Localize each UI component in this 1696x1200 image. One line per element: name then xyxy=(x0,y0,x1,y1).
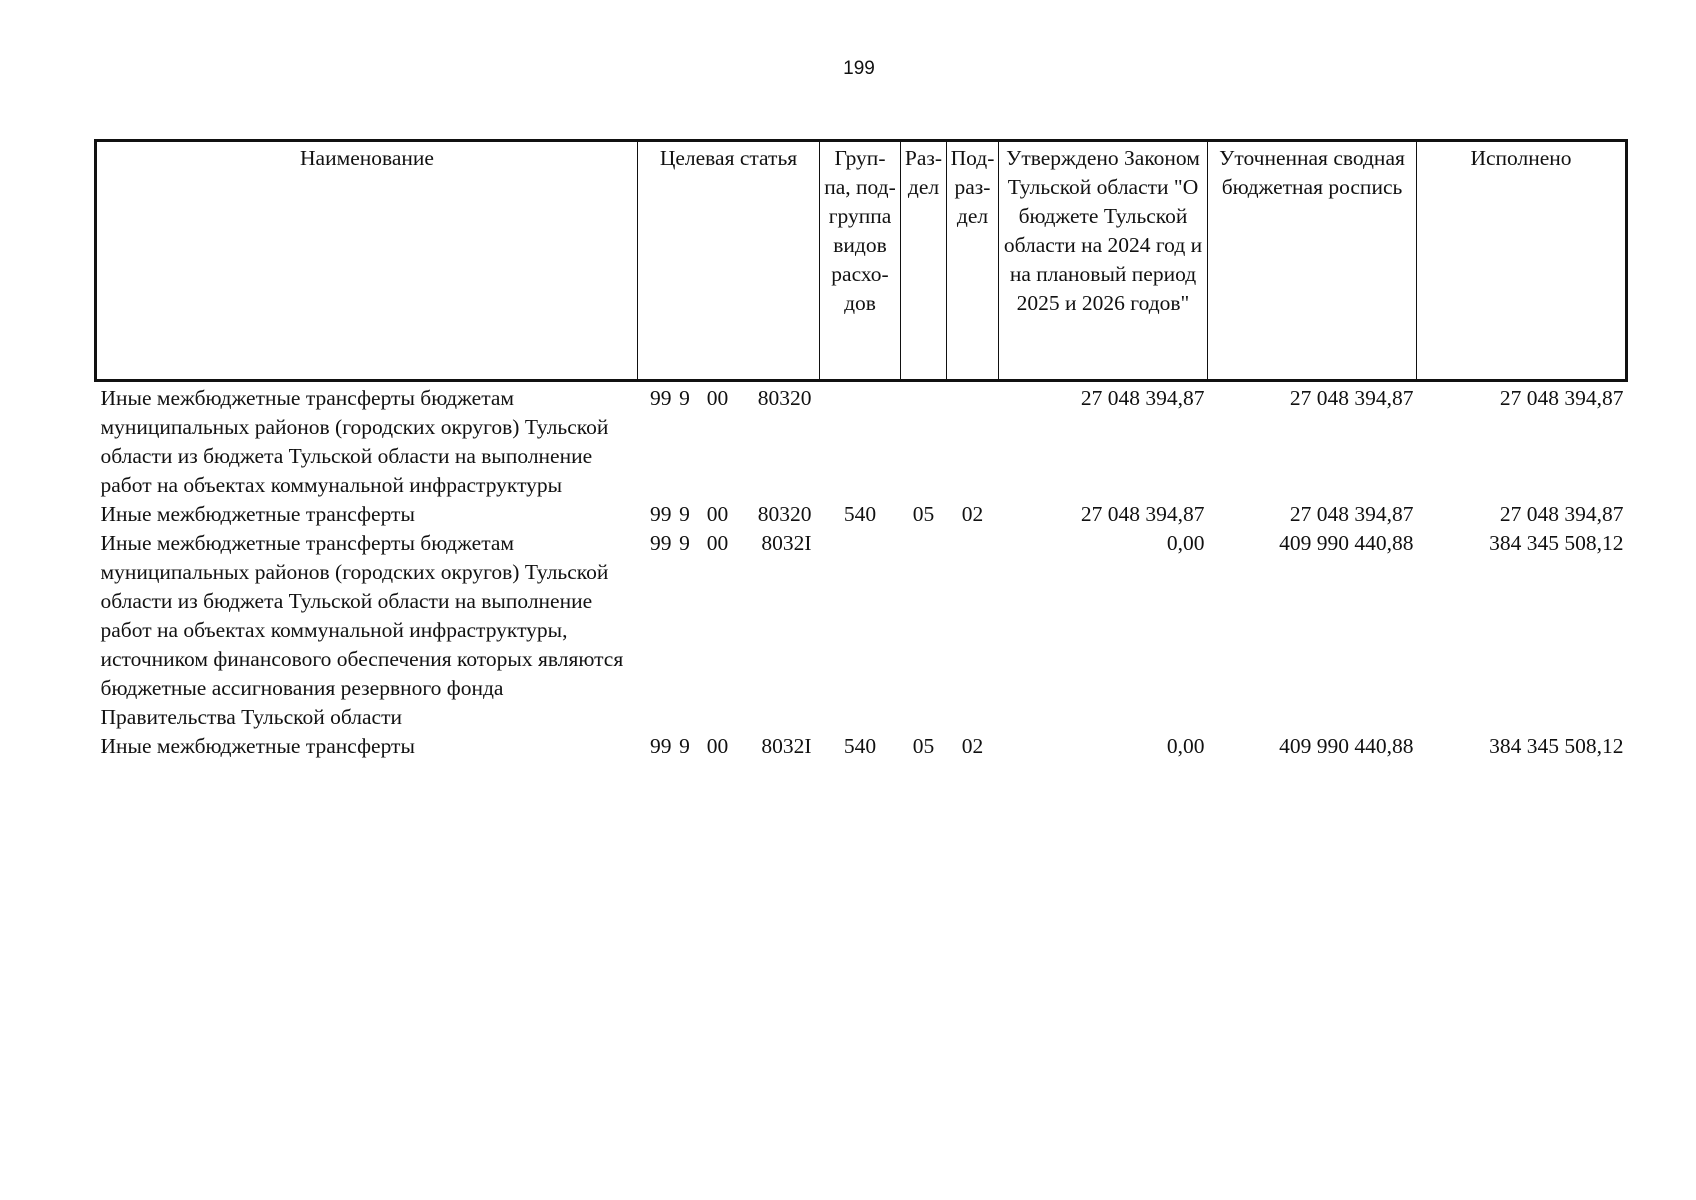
header-subsection: Под- раз- дел xyxy=(947,141,999,381)
target-code-part: 9 xyxy=(679,734,690,758)
target-code-part: 00 xyxy=(706,531,729,555)
target-code-part: 80320 xyxy=(757,502,812,526)
target-code-part: 00 xyxy=(706,502,729,526)
row-name: Иные межбюджетные трансферты бюджетам муниципальных районов (городских округов) Тульской области из бюджета Тульской области на выполнение работ на объектах коммунальной инфраструктуры, источником финансового обеспечения которых являются бюджетные ассигнования резервного фонда Правительства Тульской области xyxy=(100,531,624,729)
row-expense-group xyxy=(820,381,901,501)
row-executed: 27 048 394,87 xyxy=(1499,502,1624,526)
row-executed: 384 345 508,12 xyxy=(1489,531,1624,555)
page-number: 199 xyxy=(843,58,875,79)
header-name: Наименование xyxy=(96,141,638,381)
row-target-article xyxy=(638,732,820,761)
row-name: Иные межбюджетные трансферты xyxy=(100,734,415,758)
target-code-part: 9 xyxy=(679,386,690,410)
target-code-part: 00 xyxy=(706,386,729,410)
target-code-part: 9 xyxy=(679,531,690,555)
target-code-part: 99 xyxy=(650,734,672,758)
header-approved: Утверждено Законом Тульской области "О бюджете Тульской области на 2024 год и на плановый период 2025 и 2026 годов" xyxy=(999,141,1208,381)
row-approved: 0,00 xyxy=(1166,734,1205,758)
row-executed: 384 345 508,12 xyxy=(1489,734,1624,758)
budget-table-container xyxy=(94,139,1625,761)
target-code-part: 99 xyxy=(650,502,672,526)
row-subsection: 02 xyxy=(961,502,984,526)
target-code-part: 99 xyxy=(650,531,672,555)
header-refined-budget: Уточненная сводная бюджетная роспись xyxy=(1208,141,1417,381)
row-approved: 0,00 xyxy=(1166,531,1205,555)
row-section: 05 xyxy=(912,734,935,758)
row-expense-group: 540 xyxy=(843,734,877,758)
row-executed: 27 048 394,87 xyxy=(1499,386,1624,410)
target-code-part: 80320 xyxy=(757,386,812,410)
budget-table xyxy=(94,139,1628,761)
target-code-part: 00 xyxy=(706,734,729,758)
row-subsection: 02 xyxy=(961,734,984,758)
header-section: Раз- дел xyxy=(901,141,947,381)
row-approved: 27 048 394,87 xyxy=(1080,386,1205,410)
table-row xyxy=(96,500,1627,529)
row-refined: 27 048 394,87 xyxy=(1289,502,1414,526)
row-section xyxy=(901,381,947,501)
header-target-article: Целевая статья xyxy=(638,141,820,381)
row-refined: 409 990 440,88 xyxy=(1279,531,1414,555)
target-code-part: 8032I xyxy=(761,531,812,555)
row-expense-group: 540 xyxy=(843,502,877,526)
table-row xyxy=(96,381,1627,501)
row-subsection xyxy=(947,529,999,732)
row-approved: 27 048 394,87 xyxy=(1080,502,1205,526)
row-refined: 27 048 394,87 xyxy=(1289,386,1414,410)
row-name: Иные межбюджетные трансферты xyxy=(100,502,415,526)
target-code-part: 9 xyxy=(679,502,690,526)
row-target-article xyxy=(638,381,820,501)
header-expense-group: Груп- па, под- группа видов расхо- дов xyxy=(820,141,901,381)
table-header xyxy=(96,141,1627,381)
row-section: 05 xyxy=(912,502,935,526)
row-section xyxy=(901,529,947,732)
row-expense-group xyxy=(820,529,901,732)
row-name: Иные межбюджетные трансферты бюджетам муниципальных районов (городских округов) Тульской области из бюджета Тульской области на выполнение работ на объектах коммунальной инфраструктуры xyxy=(100,386,609,497)
table-row xyxy=(96,732,1627,761)
table-row xyxy=(96,529,1627,732)
row-target-article xyxy=(638,529,820,732)
row-refined: 409 990 440,88 xyxy=(1279,734,1414,758)
target-code-part: 8032I xyxy=(761,734,812,758)
target-code-part: 99 xyxy=(650,386,672,410)
row-target-article xyxy=(638,500,820,529)
row-subsection xyxy=(947,381,999,501)
table-body xyxy=(96,381,1627,762)
header-executed: Исполнено xyxy=(1417,141,1627,381)
